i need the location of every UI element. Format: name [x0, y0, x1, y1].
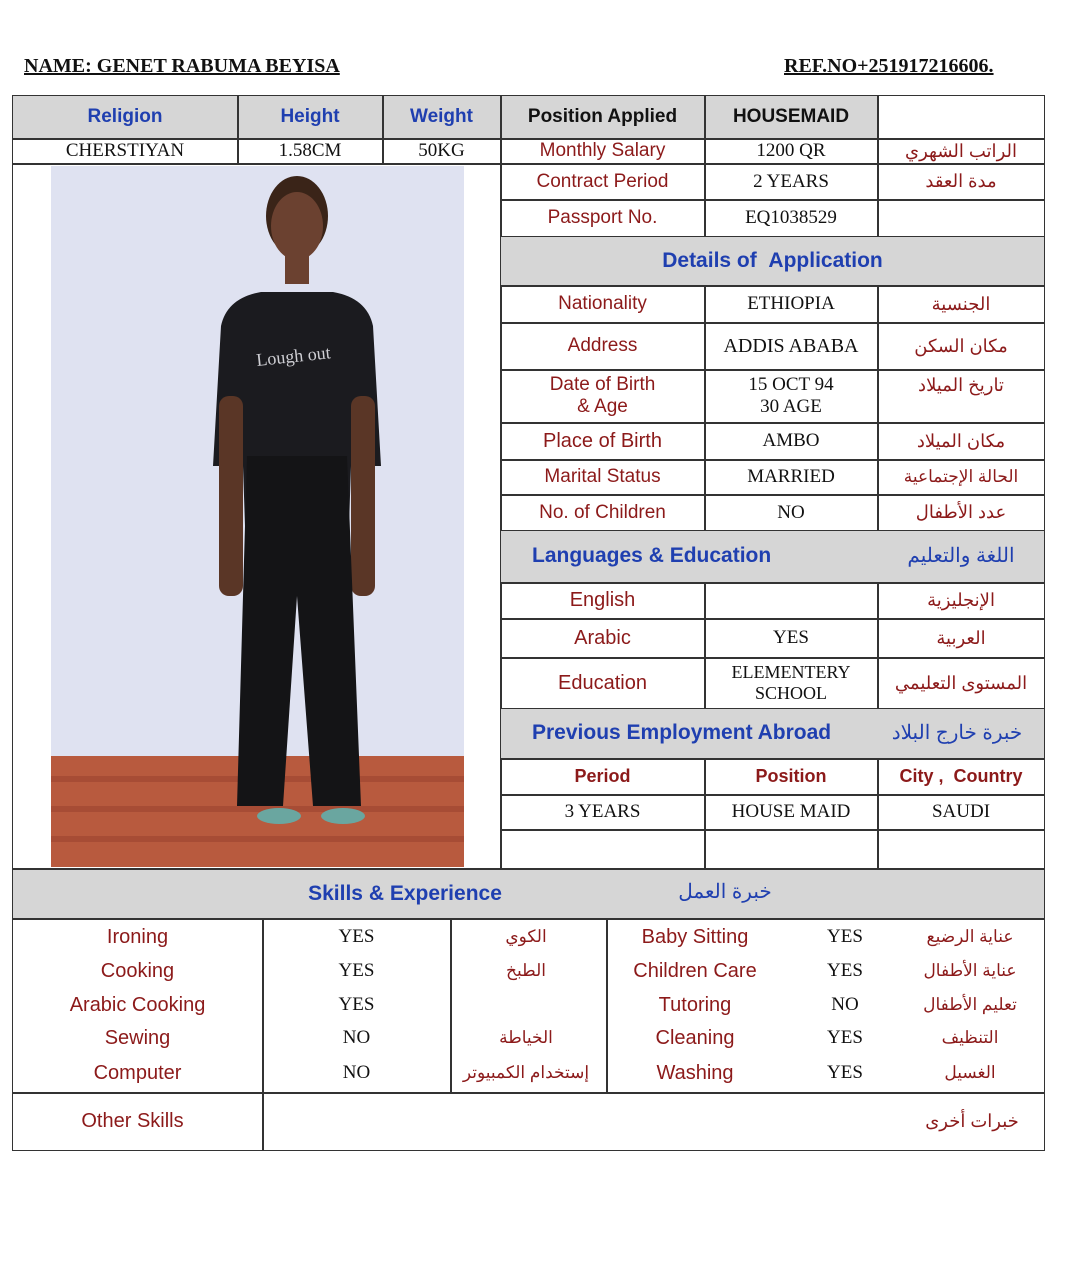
marital-label-ar: الحالة الإجتماعية — [903, 467, 1019, 487]
education-label-ar: المستوى التعليمي — [894, 672, 1028, 693]
skill-label: Cooking — [100, 959, 175, 982]
employment-country-value: SAUDI — [931, 801, 991, 823]
pob-label: Place of Birth — [543, 429, 662, 452]
skill-value: YES — [827, 1027, 863, 1049]
skills-heading-ar: خبرة العمل — [678, 880, 772, 903]
reference-number: REF.NO+251917216606. — [784, 55, 994, 77]
skill-label-ar: عناية الأطفال — [923, 961, 1017, 981]
nationality-value: ETHIOPIA — [747, 293, 835, 315]
skill-label-ar: عناية الرضيع — [926, 927, 1014, 947]
salary-label: Monthly Salary — [539, 140, 666, 162]
other-skills-label-ar: خبرات أخرى — [925, 1111, 1019, 1132]
contract-value: 2 YEARS — [753, 170, 829, 192]
employment-col-city-country: City , Country — [899, 766, 1023, 787]
skill-label: Sewing — [104, 1026, 171, 1049]
passport-label: Passport No. — [547, 207, 658, 229]
marital-value: MARRIED — [747, 466, 835, 488]
employment-position-value: HOUSE MAID — [731, 801, 851, 823]
languages-heading-ar: اللغة والتعليم — [907, 545, 1015, 567]
dob-label-ar: تاريخ الميلاد — [918, 374, 1004, 395]
dob-value: 15 OCT 94 30 AGE — [748, 374, 834, 417]
details-heading: Details of Application — [662, 248, 883, 272]
salary-label-ar: الراتب الشهري — [905, 140, 1017, 161]
skill-label-ar — [451, 989, 601, 1021]
nationality-label-ar: الجنسية — [931, 293, 991, 314]
other-skills-label: Other Skills — [81, 1110, 184, 1132]
skill-label: Cleaning — [655, 1026, 735, 1049]
weight-value: 50KG — [418, 140, 465, 162]
children-label: No. of Children — [539, 501, 666, 523]
skill-label-ar: الخياطة — [499, 1028, 553, 1048]
skill-value: NO — [342, 1027, 371, 1049]
salary-value: 1200 QR — [756, 140, 826, 162]
languages-heading: Languages & Education — [532, 544, 772, 568]
skill-label: Baby Sitting — [641, 925, 749, 948]
employment-heading: Previous Employment Abroad — [532, 721, 832, 745]
skill-value: NO — [342, 1062, 371, 1084]
employment-heading-ar: خبرة خارج البلاد — [891, 722, 1023, 744]
religion-value: CHERSTIYAN — [65, 140, 185, 162]
nationality-label: Nationality — [558, 293, 647, 315]
skill-label: Arabic Cooking — [69, 993, 206, 1016]
skill-value: NO — [831, 994, 859, 1016]
religion-label: Religion — [87, 106, 163, 128]
arabic-label: Arabic — [574, 626, 631, 649]
employment-period-value: 3 YEARS — [564, 801, 641, 823]
skill-value: YES — [338, 926, 375, 948]
english-label-ar: الإنجليزية — [927, 590, 995, 611]
address-label-ar: مكان السكن — [914, 335, 1008, 356]
position-applied-value: HOUSEMAID — [732, 106, 850, 128]
skill-label: Computer — [93, 1061, 182, 1084]
skill-value: YES — [338, 994, 375, 1016]
employment-col-period: Period — [574, 766, 631, 787]
skill-label: Ironing — [106, 925, 169, 948]
arabic-value: YES — [773, 627, 809, 649]
skill-label-ar: إستخدام الكمبيوتر — [462, 1063, 590, 1083]
height-label: Height — [280, 106, 340, 128]
english-value — [705, 583, 877, 618]
address-label: Address — [567, 335, 638, 357]
employment-col-position: Position — [755, 766, 827, 787]
skill-value: YES — [827, 960, 863, 982]
position-applied-label: Position Applied — [527, 106, 678, 128]
pob-value: AMBO — [762, 430, 820, 452]
weight-label: Weight — [410, 106, 473, 128]
skill-label: Tutoring — [658, 993, 732, 1016]
skill-value: YES — [338, 960, 375, 982]
dob-label: Date of Birth & Age — [549, 374, 656, 417]
arabic-label-ar: العربية — [936, 627, 986, 648]
address-value: ADDIS ABABA — [723, 334, 859, 357]
skills-heading-band — [13, 870, 1044, 918]
skill-value: YES — [827, 926, 863, 948]
english-label: English — [569, 589, 636, 611]
marital-label: Marital Status — [544, 466, 661, 488]
contract-label: Contract Period — [536, 170, 669, 192]
skill-label: Washing — [656, 1061, 734, 1084]
children-label-ar: عدد الأطفال — [915, 502, 1007, 523]
skill-label-ar: الطبخ — [506, 961, 546, 981]
skill-label-ar: التنظيف — [941, 1028, 999, 1048]
contract-label-ar: مدة العقد — [925, 171, 997, 192]
skill-value: YES — [827, 1062, 863, 1084]
skill-label-ar: الغسيل — [944, 1063, 996, 1083]
skill-label: Children Care — [633, 959, 757, 982]
height-value: 1.58CM — [278, 140, 342, 162]
candidate-photo-full — [51, 166, 464, 867]
education-value: ELEMENTERY SCHOOL — [731, 662, 851, 703]
children-value: NO — [777, 501, 805, 523]
skill-label-ar: تعليم الأطفال — [923, 995, 1017, 1015]
shirt-print-full: Lough out — [255, 342, 332, 370]
education-label: Education — [558, 671, 647, 694]
skills-heading: Skills & Experience — [308, 881, 502, 905]
candidate-name: NAME: GENET RABUMA BEYISA — [24, 55, 340, 77]
pob-label-ar: مكان الميلاد — [916, 430, 1006, 451]
passport-value: EQ1038529 — [745, 207, 837, 229]
skill-label-ar: الكوي — [505, 927, 547, 947]
